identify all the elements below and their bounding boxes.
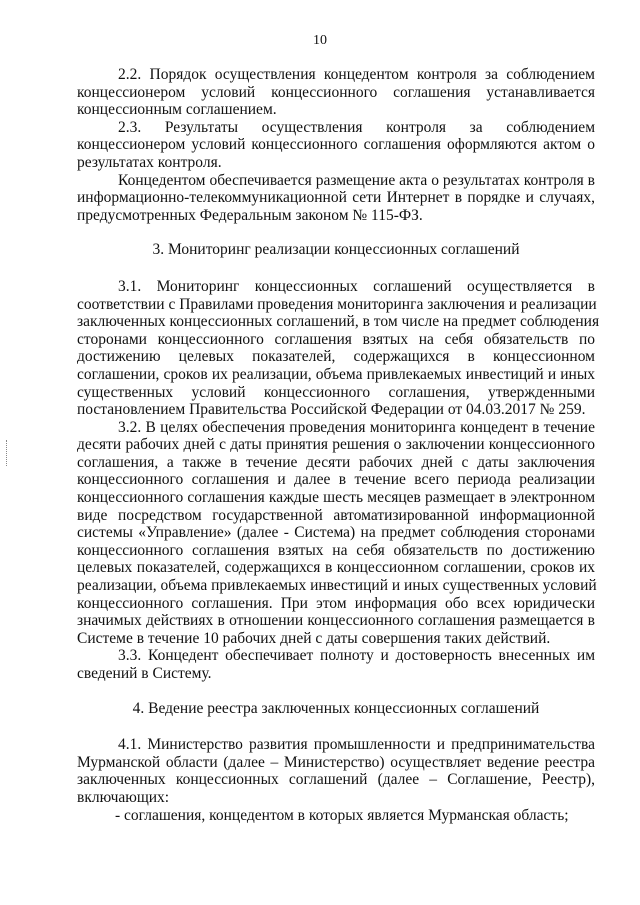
text-line: результатах контроля.: [77, 153, 222, 171]
section-heading-3: 3. Мониторинг реализации концессионных соглашений: [152, 241, 520, 259]
text-line: предусмотренных Федеральным законом № 115-ФЗ.: [77, 206, 423, 224]
text-line: концессионным соглашением.: [77, 101, 277, 119]
list-item-murmansk: [77, 807, 595, 825]
margin-scan-mark: [6, 440, 9, 466]
text-line: соответствии с Правилами проведения мониторинга заключения и реализации: [77, 295, 597, 313]
text-line: заключенных концессионных соглашений (далее – Соглашение, Реестр),: [77, 771, 595, 789]
section-heading-4: 4. Ведение реестра заключенных концессионных соглашений: [132, 699, 540, 717]
text-line: реализации, объема привлекаемых инвестиций и иных существенных условий: [77, 577, 597, 595]
text-line: существенных условий концессионного соглашения, утвержденными: [77, 383, 595, 401]
text-line: виде посредством государственной автоматизированной информационной: [77, 506, 595, 524]
paragraph-4-1: [77, 736, 595, 806]
text-line: 2.2. Порядок осуществления концедентом контроля за соблюдением: [118, 66, 595, 83]
paragraph-2-3-publication: [77, 172, 595, 225]
text-line: десяти рабочих дней с даты принятия решения о заключении концессионного: [77, 436, 595, 454]
text-line: концессионного соглашения. При этом информация обо всех юридически: [77, 594, 595, 612]
text-line: - соглашения, концедентом в которых является Мурманская область;: [115, 806, 569, 824]
text-line: 4.1. Министерство развития промышленности и предпринимательства: [118, 736, 595, 754]
text-line: концессионного соглашения каждые шесть месяцев размещает в электронном: [77, 489, 595, 507]
text-line: заключенных концессионных соглашений, в том числе на предмет соблюдения: [77, 313, 600, 331]
text-line: 2.3. Результаты осуществления контроля за соблюдением: [118, 118, 595, 136]
text-line: системы «Управление» (далее - Система) на предмет соблюдения сторонами: [77, 524, 595, 542]
paragraph-2-3: [77, 119, 595, 172]
text-line: 3.3. Концедент обеспечивает полноту и достоверность внесенных им: [118, 647, 595, 665]
text-line: 3.1. Мониторинг концессионных соглашений осуществляется в: [118, 277, 595, 295]
text-line: Системе в течение 10 рабочих дней с даты совершения таких действий.: [77, 629, 551, 647]
text-line: сторонами концессионного соглашения взятых на себя обязательств по: [77, 330, 595, 348]
document-body: [77, 66, 600, 824]
text-line: Концедентом обеспечивается размещение акта о результатах контроля в: [118, 171, 595, 189]
text-line: информационно-телекоммуникационной сети Интернет в порядке и случаях,: [77, 189, 595, 207]
paragraph-3-1: [77, 277, 600, 419]
text-line: достижению целевых показателей, содержащихся в концессионном: [77, 348, 595, 366]
text-line: концессионного соглашения взятых на себя обязательств по достижению: [77, 541, 595, 559]
text-line: 3.2. В целях обеспечения проведения мониторинга концедент в течение: [118, 418, 595, 436]
text-line: сведений в Систему.: [77, 665, 212, 682]
text-line: значимых действиях в отношении концессионного соглашения размещается в: [77, 612, 595, 630]
paragraph-3-2: [77, 419, 595, 648]
text-line: соглашения, а также в течение десяти рабочих дней с даты заключения: [77, 453, 595, 471]
text-line: концессионером условий концессионного соглашения устанавливается: [77, 83, 595, 101]
paragraph-2-2: [77, 66, 595, 119]
text-line: включающих:: [77, 788, 170, 806]
text-line: соглашении, сроков их реализации, объема привлекаемых инвестиций и иных: [77, 365, 595, 383]
text-line: постановлением Правительства Российской Федерации от 04.03.2017 № 259.: [77, 401, 586, 419]
text-line: целевых показателей, содержащихся в концессионном соглашении, сроков их: [77, 559, 595, 577]
text-line: концессионного соглашения и далее в течение всего периода реализации: [77, 471, 595, 489]
text-line: Мурманской области (далее – Министерство) осуществляет ведение реестра: [77, 753, 595, 771]
page-number: 10: [313, 33, 327, 48]
paragraph-3-3: [77, 647, 595, 682]
text-line: концессионером условий концессионного соглашения оформляются актом о: [77, 136, 595, 154]
